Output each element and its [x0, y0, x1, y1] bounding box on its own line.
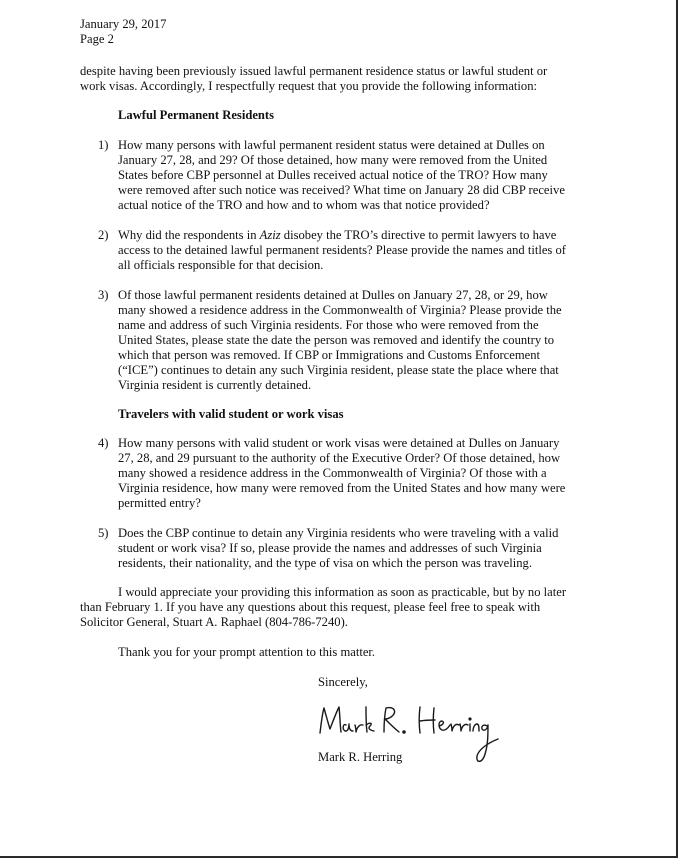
- item-line: January 27, 28, and 29? Of those detained, how many were removed from the United: [118, 153, 548, 167]
- item-line: Of those lawful permanent residents detained at Dulles on January 27, 28, or 29, how: [118, 288, 548, 302]
- item-line: residents, their nationality, and the type of visa on which the person was traveling.: [118, 556, 532, 570]
- item-line: were removed after such notice was received? What time on January 28 did CBP receive: [118, 183, 565, 197]
- item-line: How many persons with valid student or work visas were detained at Dulles on January: [118, 436, 560, 450]
- item-line: Virginia resident is currently detained.: [118, 378, 312, 392]
- item-number: 3): [98, 288, 109, 302]
- question-item-1: [118, 138, 565, 213]
- question-item-5: [118, 526, 558, 571]
- question-item-3: [118, 288, 562, 393]
- item-text: disobey the TRO’s directive to permit lawyers to have: [280, 228, 557, 242]
- item-line: Virginia residence, how many were removed from the United States and how many were: [118, 481, 566, 495]
- question-item-2: [118, 228, 566, 273]
- item-line: (“ICE”) continues to detain any such Virginia resident, please state the place where that: [118, 363, 559, 377]
- item-number: 1): [98, 138, 109, 152]
- item-line: 27, 28, and 29 pursuant to the authority of the Executive Order? Of those detained, how: [118, 451, 561, 465]
- item-line: all officials responsible for that decision.: [118, 258, 324, 272]
- item-line: which that person was removed. If CBP or Immigrations and Customs Enforcement: [118, 348, 541, 362]
- item-line: many showed a residence address in the Commonwealth of Virginia? Please provide the: [118, 303, 562, 317]
- question-item-4: [118, 436, 565, 511]
- item-line: name and address of such Virginia residents. For those who were removed from the: [118, 318, 539, 332]
- item-line: actual notice of the TRO and how and to whom was that notice provided?: [118, 198, 490, 212]
- item-line: How many persons with lawful permanent resident status were detained at Dulles on: [118, 138, 545, 152]
- section-heading-lpr: Lawful Permanent Residents: [118, 108, 275, 122]
- signer-name: Mark R. Herring: [318, 750, 403, 764]
- item-line: access to the detained lawful permanent residents? Please provide the names and titles of: [118, 243, 566, 257]
- item-line: [118, 228, 566, 243]
- item-number: 4): [98, 436, 109, 450]
- item-line: Does the CBP continue to detain any Virginia residents who were traveling with a valid: [118, 526, 559, 540]
- item-line: many showed a residence address in the Commonwealth of Virginia? Of those with a: [118, 466, 547, 480]
- item-number: 5): [98, 526, 109, 540]
- case-name: Aziz: [259, 228, 281, 242]
- closing-line: Solicitor General, Stuart A. Raphael (804-786-7240).: [80, 615, 348, 629]
- intro-line: despite having been previously issued lawful permanent residence status or lawful student or: [80, 64, 548, 78]
- item-number: 2): [98, 228, 109, 242]
- section-heading-visas: Travelers with valid student or work visas: [118, 407, 344, 421]
- intro-paragraph: [80, 64, 547, 94]
- item-line: States before CBP personnel at Dulles received actual notice of the TRO? How many: [118, 168, 548, 182]
- item-text: Why did the respondents in: [118, 228, 260, 242]
- closing-paragraph: [80, 585, 566, 630]
- closing-line: I would appreciate your providing this information as soon as practicable, but by no later: [118, 585, 567, 599]
- intro-line: work visas. Accordingly, I respectfully request that you provide the following information:: [80, 79, 538, 93]
- valediction: Sincerely,: [318, 675, 368, 689]
- item-line: United States, please state the date the person was removed and identify the country to: [118, 333, 555, 347]
- item-line: permitted entry?: [118, 496, 201, 510]
- thank-you-line: Thank you for your prompt attention to this matter.: [118, 645, 376, 659]
- item-line: student or work visa? If so, please provide the names and addresses of such Virginia: [118, 541, 542, 555]
- page-number: Page 2: [80, 32, 114, 46]
- closing-line: than February 1. If you have any questions about this request, please feel free to speak with: [80, 600, 541, 614]
- letter-date: January 29, 2017: [80, 17, 167, 31]
